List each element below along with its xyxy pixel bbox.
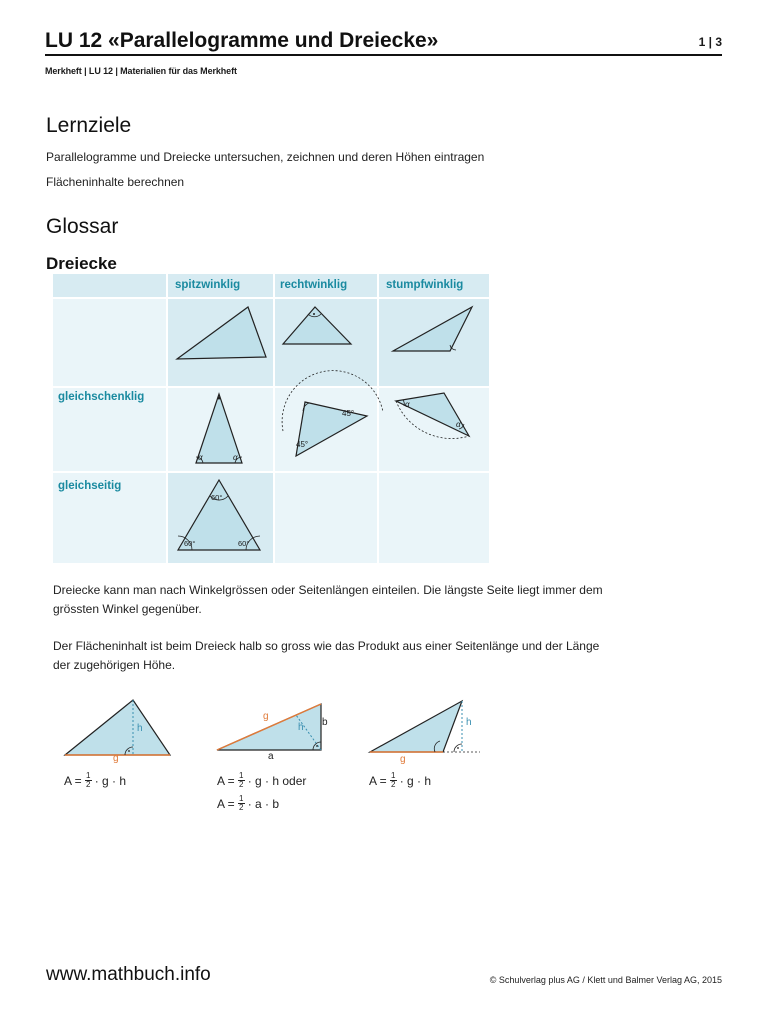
- angle-label: α: [405, 400, 410, 409]
- column-header-rechtwinklig: rechtwinklig: [280, 279, 348, 291]
- label-a: a: [268, 751, 274, 762]
- lernziel-item: Parallelogramme und Dreiecke untersuchen, zeichnen und deren Höhen eintragen: [46, 150, 485, 164]
- angle-label: α: [198, 453, 203, 462]
- area-formula: A = $\frac{1}{2}$ · g · h: [64, 771, 127, 789]
- angle-label: 60°: [184, 539, 196, 548]
- angle-label: α: [456, 420, 461, 429]
- area-formula: A = $\frac{1}{2}$ · g · h oder: [217, 771, 307, 789]
- angle-label: 45°: [296, 440, 309, 449]
- lernziele-heading: Lernziele: [46, 114, 132, 137]
- breadcrumb: Merkheft | LU 12 | Materialien für das Merkheft: [45, 66, 237, 76]
- angle-label: 60°: [211, 493, 223, 502]
- row-header-gleichschenklig: gleichschenklig: [58, 391, 145, 403]
- footer-url: www.mathbuch.info: [46, 964, 211, 985]
- angle-label: 60°: [238, 539, 250, 548]
- title-rule: [45, 54, 722, 56]
- label-h: h: [137, 723, 143, 734]
- lernziel-item: Flächeninhalte berechnen: [46, 175, 185, 189]
- dreiecke-heading: Dreiecke: [46, 254, 117, 273]
- angle-label: 45°: [342, 409, 355, 418]
- paragraph: Der Flächeninhalt ist beim Dreieck halb so gross wie das Produkt aus einer Seitenlänge und der Länge der zugehörigen Höhe.: [53, 639, 600, 672]
- row-header-gleichseitig: gleichseitig: [58, 480, 122, 492]
- label-h: h: [298, 722, 304, 733]
- angle-label: α: [233, 453, 238, 462]
- label-g: g: [400, 754, 406, 765]
- table-background: [53, 274, 489, 563]
- label-g: g: [263, 711, 269, 722]
- area-formula: A = $\frac{1}{2}$ · a · b: [217, 794, 280, 812]
- page-number: 1 | 3: [698, 35, 722, 49]
- triangle-classification-table: [53, 274, 489, 563]
- label-h: h: [466, 717, 472, 728]
- paragraph: Dreiecke kann man nach Winkelgrössen oder Seitenlängen einteilen. Die längste Seite liegt immer dem grössten Winkel gegenüber.: [53, 583, 603, 616]
- label-b: b: [322, 717, 328, 728]
- glossar-heading: Glossar: [46, 215, 119, 238]
- area-formula: A = $\frac{1}{2}$ · g · h: [369, 771, 432, 789]
- column-header-stumpfwinklig: stumpfwinklig: [386, 279, 464, 291]
- document-title: LU 12 «Parallelogramme und Dreiecke»: [45, 29, 439, 52]
- area-figures: [55, 695, 495, 770]
- label-g: g: [113, 753, 119, 764]
- footer-copyright: © Schulverlag plus AG / Klett und Balmer Verlag AG, 2015: [489, 975, 722, 985]
- column-header-spitzwinklig: spitzwinklig: [175, 279, 241, 291]
